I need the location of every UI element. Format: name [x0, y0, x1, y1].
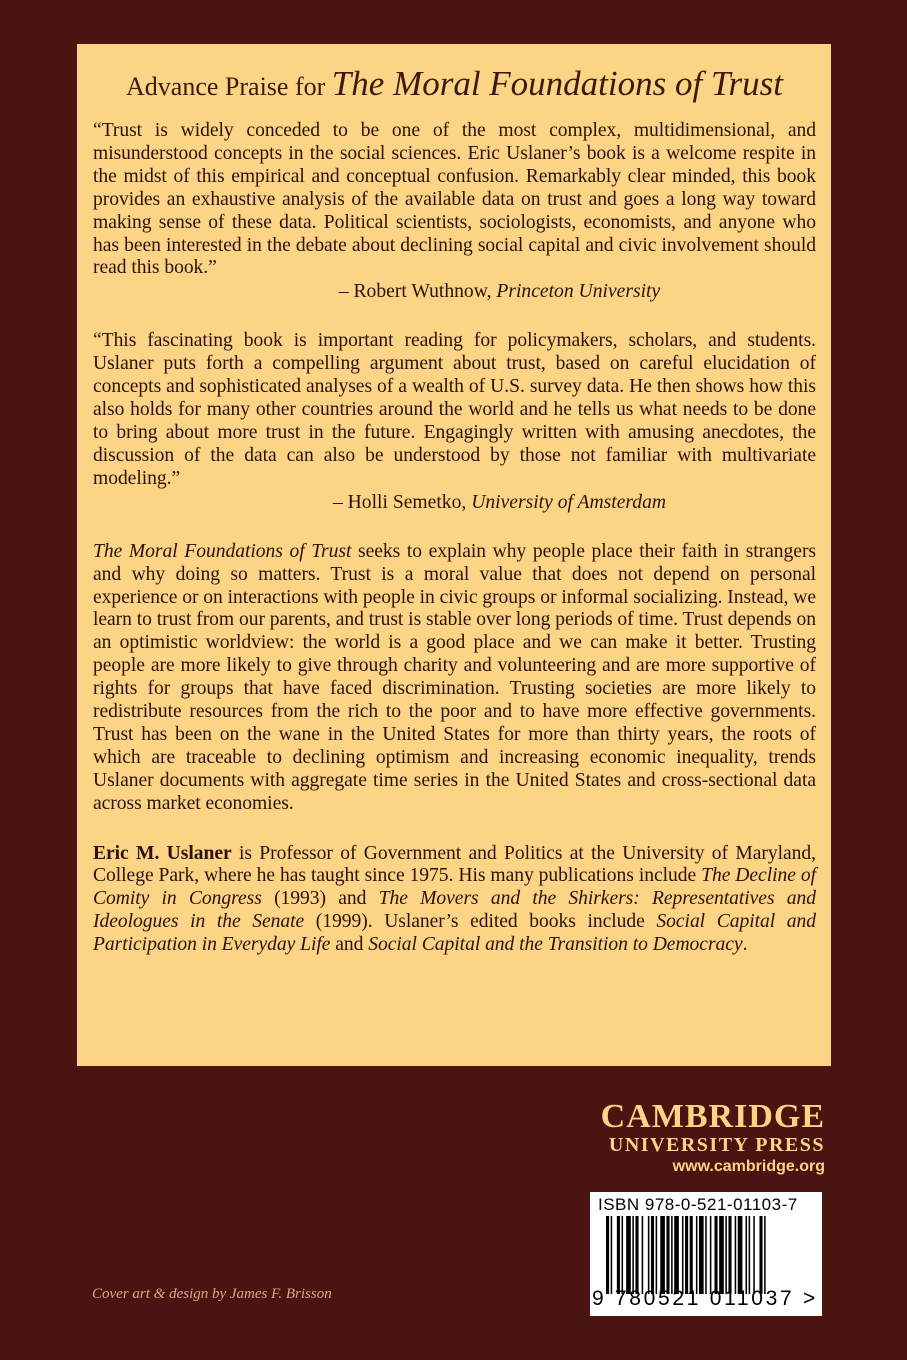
- barcode: [590, 1192, 822, 1316]
- bio-text-3: (1999). Uslaner’s edited books include: [315, 911, 645, 933]
- praise-author-1: – Robert Wuthnow,: [338, 281, 492, 303]
- heading-title: The Moral Foundations of Trust: [331, 64, 783, 103]
- praise-heading: [93, 64, 816, 104]
- bio-text-4: and: [335, 934, 364, 956]
- publisher-subtitle: UNIVERSITY PRESS: [608, 1134, 825, 1156]
- bio-book-1: The Decline of Comity in Congress: [93, 865, 816, 910]
- bio-book-3: Social Capital and Participation in Everyday Life: [93, 911, 816, 956]
- praise-affiliation-1: Princeton University: [496, 281, 661, 303]
- cover-credit: Cover art & design by James F. Brisson: [92, 1286, 332, 1302]
- praise-quote-1: “Trust is widely conceded to be one of the most complex, multidimensional, and misunderstood concepts in the social sciences. Eric Uslaner’s book is a welcome respite in the midst of this empirical and conceptual confusion. Remarkably clear minded, this book provides an exhaustive analysis of the available data on trust and goes a long way toward making sense of these data. Political scientists, sociologists, economists, and anyone who has been interested in the debate about declining social capital and civic involvement should read this book.”: [93, 120, 816, 279]
- praise-attribution-2: [93, 491, 816, 514]
- back-cover-panel: [77, 44, 831, 1066]
- bio-book-2: The Movers and the Shirkers: Representatives and Ideologues in the Senate: [93, 888, 817, 933]
- heading-prefix: Advance Praise for: [126, 72, 326, 101]
- praise-attribution-1: [93, 280, 816, 303]
- bio-text-5: .: [742, 934, 748, 956]
- description-text: seeks to explain why people place their faith in strangers and why doing so matters. Trust is a moral value that does not depend on personal experience or on interactions with people in civic groups or informal socializing. Instead, we learn to trust from our parents, and trust is stable over long periods of time. Trust depends on an optimistic worldview: the world is a good place and we can make it better. Trusting people are more likely to give through charity and volunteering and are more supportive of rights for groups that have faced discrimination. Trusting societies are more likely to redistribute resources from the rich to the poor and to have more effective governments. Trust has been on the wane in the United States for more than thirty years, the roots of which are traceable to declining optimism and increasing economic inequality, trends Uslaner documents with aggregate time series in the United States and cross-sectional data across market economies.: [93, 540, 816, 814]
- bio-text-1: is Professor of Government and Politics at the University of Maryland, College Park, where he has taught since 1975. His many publications include: [93, 842, 816, 887]
- bio-name: Eric M. Uslaner: [93, 842, 232, 864]
- barcode-digits: 9 780521 011037 >: [592, 1287, 818, 1310]
- isbn-number: ISBN 978-0-521-01103-7: [598, 1195, 798, 1214]
- bio-book-4: Social Capital and the Transition to Democracy: [368, 934, 743, 956]
- description-title: The Moral Foundations of Trust: [93, 540, 352, 562]
- publisher-logo: [580, 1100, 825, 1178]
- praise-affiliation-2: University of Amsterdam: [471, 491, 667, 513]
- book-description: [93, 541, 816, 816]
- barcode-bars-icon: [606, 1216, 814, 1294]
- publisher-url[interactable]: www.cambridge.org: [672, 1158, 825, 1175]
- bio-text-2: (1993) and: [274, 888, 367, 910]
- publisher-name: CAMBRIDGE: [600, 1098, 825, 1135]
- praise-quote-2: “This fascinating book is important reading for policymakers, scholars, and students. Uslaner puts forth a compelling argument about trust, based on careful elucidation of concepts and sophisticated analyses of a wealth of U.S. survey data. He then shows how this also holds for many other countries around the world and he tells us what needs to be done to bring about more trust in the future. Engagingly written with amusing anecdotes, the discussion of the data can also be understood by those not familiar with multivariate modeling.”: [93, 330, 816, 489]
- author-bio: [93, 843, 816, 958]
- praise-author-2: – Holli Semetko,: [332, 491, 467, 513]
